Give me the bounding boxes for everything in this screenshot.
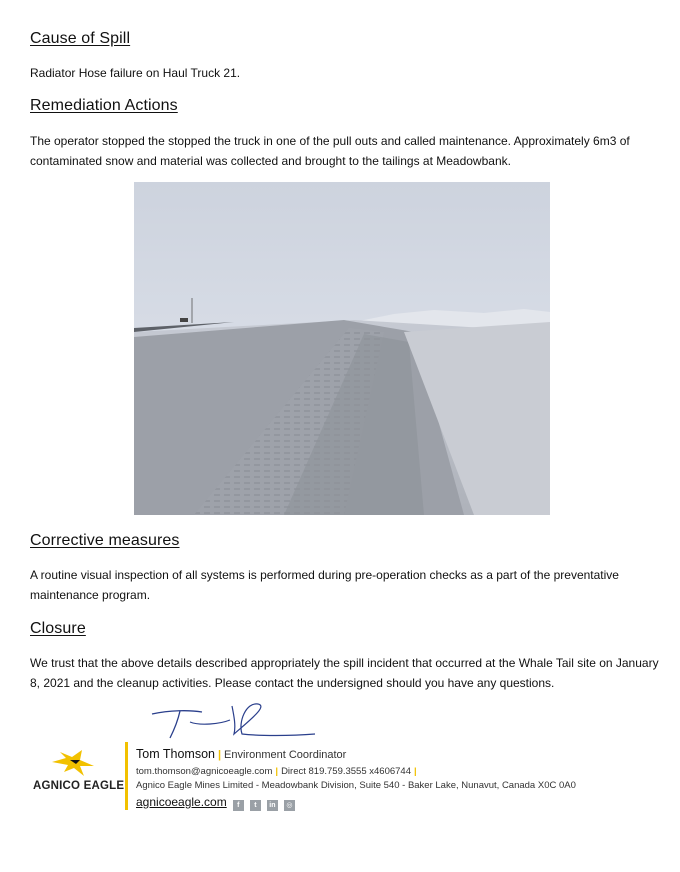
separator: | [275, 766, 279, 777]
website-link[interactable]: agnicoeagle.com [136, 795, 227, 809]
separator: | [414, 766, 417, 777]
logo-company-name: AGNICO EAGLE [33, 780, 125, 792]
handwritten-signature [150, 700, 320, 748]
signer-name: Tom Thomson [136, 747, 215, 761]
closure-text: We trust that the above details described appropriately the spill incident that occurred at the Whale Tail site on January 8, 2021 and the cleanup activities. Please contact the undersigned should you have any questions. [30, 656, 659, 690]
linkedin-icon[interactable]: in [267, 800, 278, 811]
twitter-icon[interactable]: t [250, 800, 261, 811]
remediation-text: The operator stopped the stopped the truck in one of the pull outs and called maintenance. Approximately 6m3 of contaminated snow and material was collected and brought to the tailings at Meadowbank. [30, 134, 630, 168]
signer-title: Environment Coordinator [224, 749, 347, 761]
heading-cause-of-spill: Cause of Spill [30, 30, 131, 47]
heading-corrective-measures: Corrective measures [30, 532, 180, 549]
cause-text: Radiator Hose failure on Haul Truck 21. [30, 66, 241, 80]
heading-closure: Closure [30, 620, 86, 637]
snowy-road-photo [134, 182, 550, 515]
instagram-icon[interactable]: ◎ [284, 800, 295, 811]
signer-email[interactable]: tom.thomson@agnicoeagle.com [136, 766, 273, 777]
company-address: Agnico Eagle Mines Limited - Meadowbank Division, Suite 540 - Baker Lake, Nunavut, Canada X0C 0A0 [136, 780, 576, 791]
facebook-icon[interactable]: f [233, 800, 244, 811]
agnico-eagle-logo [30, 748, 124, 800]
corrective-text: A routine visual inspection of all systems is performed during pre-operation checks as a part of the preventative maintenance program. [30, 568, 619, 602]
heading-remediation-actions: Remediation Actions [30, 97, 178, 114]
separator: | [217, 749, 222, 761]
signature-divider [125, 742, 128, 810]
signer-phone: Direct 819.759.3555 x4606744 [281, 766, 411, 777]
